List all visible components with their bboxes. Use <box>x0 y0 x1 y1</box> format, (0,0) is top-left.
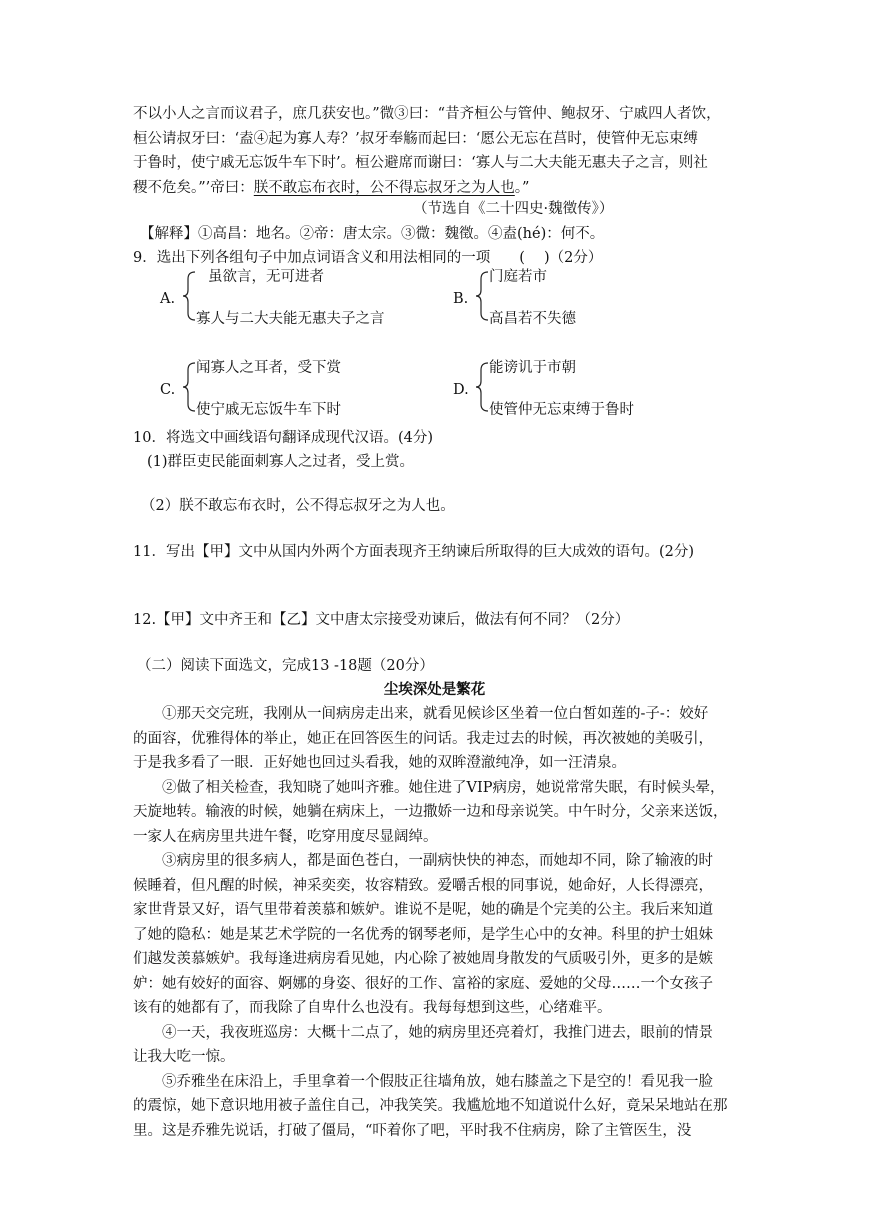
option-sentence-2: 使管仲无忘束缚于鲁时 <box>489 402 634 418</box>
paragraph-line: 该有的她都有了，而我除了自卑什么也没有。我每每想到这些，心绪难平。 <box>133 1000 612 1016</box>
option-a[interactable] <box>160 265 400 333</box>
option-sentence-1: 门庭若市 <box>489 269 547 285</box>
classical-passage <box>133 102 743 200</box>
brace-icon <box>475 271 489 321</box>
paragraph-line: 的震惊，她下意识地用被子盖住自己，冲我笑笑。我尴尬地不知道说什么好，竟呆呆地站在那 <box>133 1098 728 1114</box>
underlined-sentence: 朕不敢忘布衣时，公不得忘叔牙之为人也 <box>253 179 515 196</box>
passage-line: 于鲁时，使宁戚无忘饭牛车下时’。桓公避席而谢曰：‘寡人与二大夫能无惠夫子之言，则社 <box>133 155 708 171</box>
option-letter: B. <box>453 291 469 307</box>
option-letter: D. <box>453 382 469 398</box>
paragraph-line: ⑤乔雅坐在床沿上，手里拿着一个假肢正往墙角放，她右膝盖之下是空的！看见我一脸 <box>162 1073 713 1090</box>
option-letter: A. <box>160 291 176 307</box>
brace-icon <box>475 362 489 412</box>
paragraph-line: 候睡着，但凡醒的时候，神采奕奕，妆容精致。爱嚼舌根的同事说，她命好，人长得漂亮， <box>133 877 713 894</box>
closing-quote: 。” <box>514 179 530 196</box>
option-b[interactable] <box>453 265 693 333</box>
annotation-notes: 【解释】①高昌：地名。②帝：唐太宗。③微：魏徵。④盍(hé)：何不。 <box>140 226 605 242</box>
source-citation: （节选自《二十四史·魏徵传》） <box>413 201 614 217</box>
paragraph-line: 一家人在病房里共进午餐，吃穿用度尽显阔绰。 <box>133 828 438 845</box>
brace-icon <box>182 271 196 321</box>
option-sentence-2: 高昌若不失德 <box>489 311 576 327</box>
question-10-sub-1: (1)群臣吏民能面刺寡人之过者，受上赏。 <box>147 454 415 470</box>
paragraph-line: 里。这是乔雅先说话，打破了僵局，“吓着你了吧，平时我不住病房，除了主管医生，没 <box>133 1122 692 1139</box>
passage-line-text: 稷不危矣。”’帝曰： <box>133 179 254 196</box>
article-body <box>133 702 743 1143</box>
paragraph-line: 的面容，优雅得体的举止，她正在回答医生的问话。我走过去的时候，再次被她的美吸引， <box>133 730 713 747</box>
option-c[interactable] <box>160 356 400 424</box>
question-9-stem: 9．选出下列各组句子中加点词语含义和用法相同的一项 ( )（2分） <box>133 250 603 266</box>
option-sentence-2: 寡人与二大夫能无惠夫子之言 <box>196 311 385 327</box>
paragraph-line: 了她的隐私：她是某艺术学院的一名优秀的钢琴老师，是学生心中的女神。科里的护士姐妹 <box>133 926 713 943</box>
question-10-sub-2: （2）朕不敢忘布衣时，公不得忘叔牙之为人也。 <box>141 498 455 514</box>
paragraph-line: 让我大吃一惊。 <box>133 1049 235 1065</box>
option-sentence-1: 能谤讥于市朝 <box>489 360 576 376</box>
paragraph-line: ②做了相关检查，我知晓了她叫齐雅。她住进了VIP病房，她说常常失眠，有时候头晕， <box>162 779 725 796</box>
question-12: 12.【甲】文中齐王和【乙】文中唐太宗接受劝谏后，做法有何不同？（2分） <box>133 612 630 628</box>
paragraph-line: 天旋地转。输液的时候，她躺在病床上，一边撒娇一边和母亲说笑。中午时分，父亲来送饭， <box>133 804 728 820</box>
paragraph-line: 于是我多看了一眼．正好她也回过头看我，她的双眸澄澈纯净，如一汪清泉。 <box>133 755 626 771</box>
paragraph-line: ①那天交完班，我刚从一间病房走出来，就看见候诊区坐着一位白皙如莲的-子-：姣好 <box>162 706 709 722</box>
paragraph-line: 家世背景又好，语气里带着羡慕和嫉妒。谁说不是呢，她的确是个完美的公主。我后来知道 <box>133 902 713 918</box>
section-2-heading: （二）阅读下面选文，完成13 -18题（20分） <box>137 658 434 674</box>
paragraph-line: 妒：她有姣好的面容、婀娜的身姿、很好的工作、富裕的家庭、爱她的父母……一个女孩子 <box>133 975 713 992</box>
option-sentence-2: 使宁戚无忘饭牛车下时 <box>196 402 341 418</box>
passage-line: 不以小人之言而议君子，庶几获安也。”微③曰：“昔齐桓公与管仲、鲍叔牙、宁戚四人者饮， <box>133 106 721 122</box>
question-11: 11．写出【甲】文中从国内外两个方面表现齐王纳谏后所取得的巨大成效的语句。(2分) <box>133 544 694 560</box>
passage-line: 桓公请叔牙曰：‘盍④起为寡人寿？’叔牙奉觞而起曰：‘愿公无忘在莒时，使管仲无忘束缚 <box>133 130 698 147</box>
option-letter: C. <box>160 382 176 398</box>
paragraph-line: ④一天，我夜班巡房：大概十二点了，她的病房里还亮着灯，我推门进去，眼前的情景 <box>162 1024 713 1041</box>
paragraph-line: 们越发羡慕嫉妒。我每逢进病房看见她，内心除了被她周身散发的气质吸引外，更多的是嫉 <box>133 951 713 967</box>
option-d[interactable] <box>453 356 693 424</box>
article-title: 尘埃深处是繁花 <box>383 681 486 698</box>
brace-icon <box>182 362 196 412</box>
question-10-stem: 10．将选文中画线语句翻译成现代汉语。(4分) <box>133 430 433 446</box>
paragraph-line: ③病房里的很多病人，都是面色苍白，一副病快快的神态，而她却不同，除了输液的时 <box>162 853 713 869</box>
option-sentence-1: 虽欲言，无可进者 <box>208 269 324 285</box>
option-sentence-1: 闻寡人之耳者，受下赏 <box>196 360 341 376</box>
